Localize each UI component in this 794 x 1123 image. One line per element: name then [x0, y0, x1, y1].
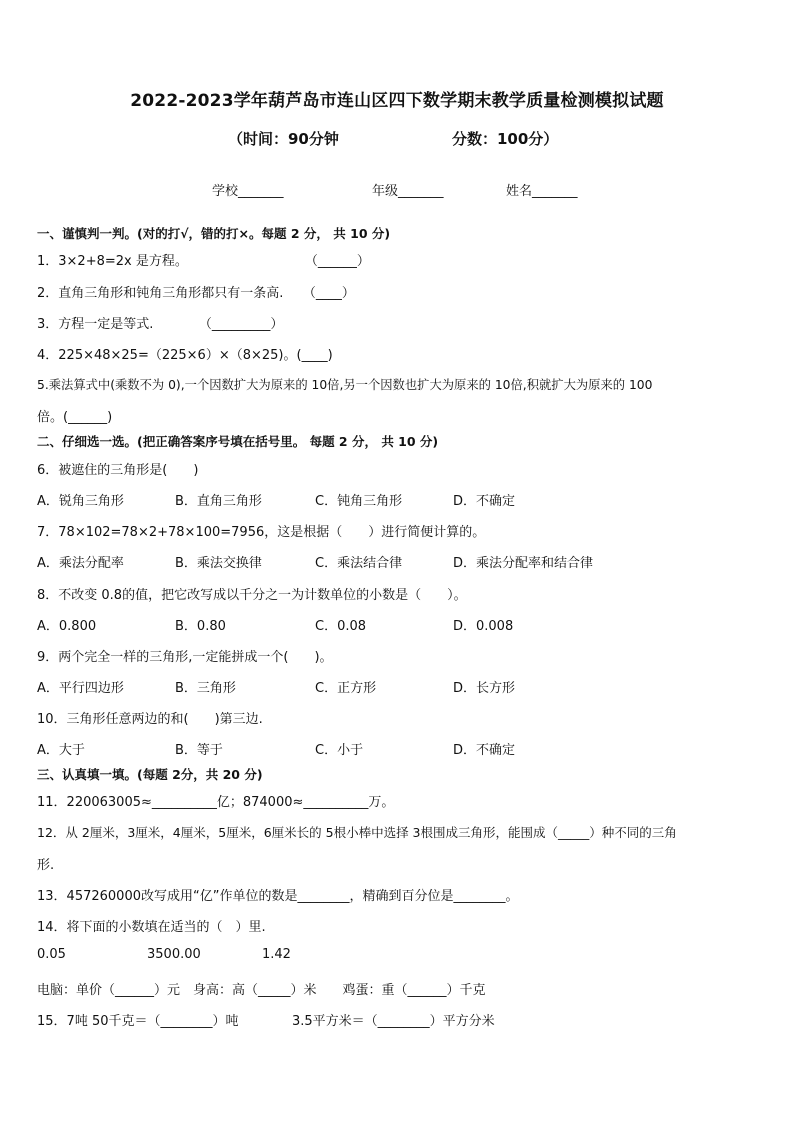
q9-option-b: B．三角形	[175, 681, 236, 696]
question-15b: 3.5平方米＝（________）平方分米	[292, 1014, 495, 1029]
q7-option-b: B．乘法交换律	[175, 556, 262, 571]
q14-number-3: 1.42	[262, 947, 291, 962]
q7-option-c: C．乘法结合律	[315, 556, 403, 571]
section2-heading: 二、仔细选一选。(把正确答案序号填在括号里。 每题 2 分， 共 10 分)	[37, 434, 439, 449]
question-12-line1: 12．从 2厘米，3厘米，4厘米，5厘米，6厘米长的 5根小棒中选择 3根围成三角形，能围成（_____）种不同的三角	[37, 825, 677, 840]
grade-field: 年级_______	[372, 184, 444, 199]
question-10: 10．三角形任意两边的和( )第三边.	[37, 712, 263, 727]
q14-fill-line: 电脑：单价（______）元 身高：高（_____）米 鸡蛋：重（______）千克	[37, 983, 486, 998]
question-6: 6．被遮住的三角形是( )	[37, 463, 199, 478]
question-13: 13．457260000改写成用“亿”作单位的数是________，精确到百分位是________。	[37, 889, 519, 904]
question-14: 14．将下面的小数填在适当的（ ）里.	[37, 920, 266, 935]
q9-option-d: D．长方形	[453, 681, 516, 696]
q14-number-2: 3500.00	[147, 947, 201, 962]
question-2: 2．直角三角形和钝角三角形都只有一条高. （____）	[37, 286, 355, 301]
q10-option-c: C．小于	[315, 743, 364, 758]
q8-option-d: D．0.008	[453, 619, 514, 634]
question-1: 1．3×2+8=2x 是方程。 （______）	[37, 254, 370, 269]
q6-option-a: A．锐角三角形	[37, 494, 124, 509]
q8-option-a: A．0.800	[37, 619, 97, 634]
q7-option-d: D．乘法分配率和结合律	[453, 556, 594, 571]
q10-option-d: D．不确定	[453, 743, 516, 758]
question-3: 3．方程一定是等式. （_________）	[37, 317, 284, 332]
q7-option-a: A．乘法分配率	[37, 556, 124, 571]
q14-number-1: 0.05	[37, 947, 66, 962]
q6-option-d: D．不确定	[453, 494, 516, 509]
q6-option-b: B．直角三角形	[175, 494, 262, 509]
q10-option-a: A．大于	[37, 743, 85, 758]
question-15a: 15．7吨 50千克＝（________）吨	[37, 1014, 239, 1029]
section1-heading: 一、谨慎判一判。(对的打√，错的打×。每题 2 分， 共 10 分)	[37, 226, 391, 241]
question-7: 7．78×102=78×2+78×100=7956，这是根据（ ）进行简便计算的。	[37, 525, 486, 540]
question-4: 4．225×48×25=（225×6）×（8×25)。(____)	[37, 348, 333, 363]
school-field: 学校_______	[212, 184, 284, 199]
question-8: 8．不改变 0.8的值，把它改写成以千分之一为计数单位的小数是（ ）。	[37, 588, 467, 603]
question-9: 9．两个完全一样的三角形,一定能拼成一个( )。	[37, 650, 333, 665]
exam-title: 2022-2023学年葫芦岛市连山区四下数学期末教学质量检测模拟试题	[130, 91, 664, 111]
q9-option-a: A．平行四边形	[37, 681, 124, 696]
section3-heading: 三、认真填一填。(每题 2分，共 20 分)	[37, 767, 263, 782]
name-field: 姓名_______	[506, 184, 578, 199]
exam-time: （时间：90分钟	[228, 130, 339, 148]
q6-option-c: C．钝角三角形	[315, 494, 403, 509]
q10-option-b: B．等于	[175, 743, 223, 758]
q8-option-b: B．0.80	[175, 619, 226, 634]
q8-option-c: C．0.08	[315, 619, 367, 634]
question-5-line1: 5.乘法算式中(乘数不为 0),一个因数扩大为原来的 10倍,另一个因数也扩大为原来的 10倍,积就扩大为原来的 100	[37, 378, 653, 392]
exam-score: 分数：100分）	[452, 130, 559, 148]
question-11: 11．220063005≈__________亿；874000≈__________万。	[37, 795, 395, 810]
q9-option-c: C．正方形	[315, 681, 377, 696]
question-5-line2: 倍。(______)	[37, 410, 113, 425]
question-12-line2: 形.	[37, 858, 55, 873]
